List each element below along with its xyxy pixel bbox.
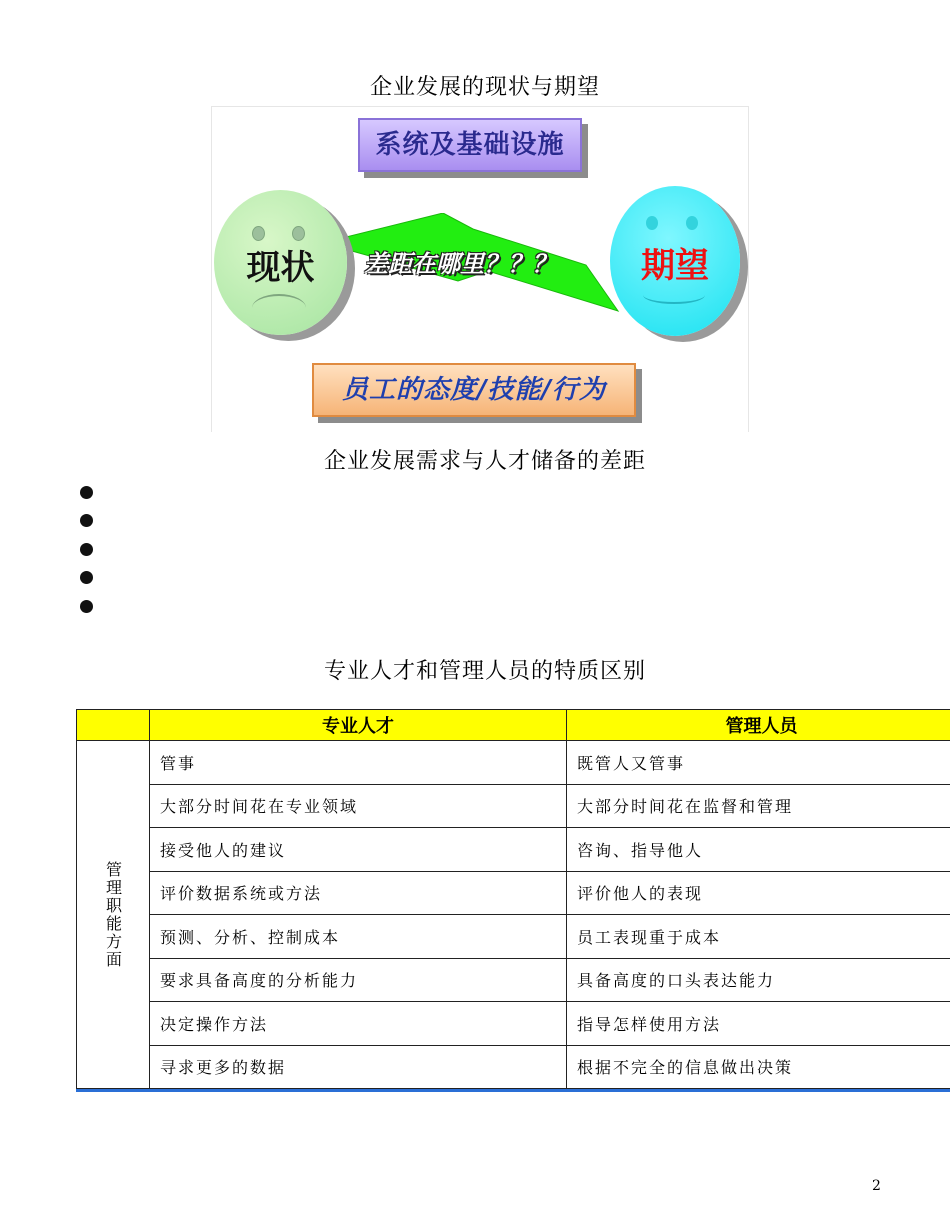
current-state-label: 现状: [246, 248, 315, 288]
list-item: [78, 592, 445, 621]
table-cell: 接受他人的建议: [150, 828, 567, 872]
right-eye-icon: [292, 226, 305, 241]
table-cell: 具备高度的口头表达能力: [567, 958, 950, 1002]
section-title-gap: 企业发展需求与人才储备的差距: [323, 449, 646, 474]
bullet-text: [115, 511, 385, 531]
employee-attitude-skills-banner: 员工的态度/技能/行为: [312, 363, 636, 417]
sad-mouth-icon: [252, 294, 306, 322]
page-number: 2: [872, 1178, 881, 1194]
table-cell: 员工表现重于成本: [567, 915, 950, 959]
table-row: [77, 741, 950, 785]
table-cell: 要求具备高度的分析能力: [150, 958, 567, 1002]
table-row: [77, 915, 950, 959]
table-cell: 指导怎样使用方法: [567, 1002, 950, 1046]
table-cell: 管事: [150, 741, 567, 785]
header-cell-empty: [77, 710, 150, 741]
right-eye-icon: [686, 216, 698, 230]
table-header-row: [77, 710, 950, 741]
table-row: [77, 784, 950, 828]
table-cell: 既管人又管事: [567, 741, 950, 785]
bullet-list: [78, 478, 445, 621]
table-cell: 寻求更多的数据: [150, 1045, 567, 1089]
bullet-icon: [80, 514, 93, 527]
bullet-text: [115, 482, 445, 502]
table-cell: 大部分时间花在专业领域: [150, 784, 567, 828]
bullet-icon: [80, 571, 93, 584]
table-row: [77, 871, 950, 915]
table-cell: 根据不完全的信息做出决策: [567, 1045, 950, 1089]
list-item: [78, 564, 445, 593]
table-cell: 大部分时间花在监督和管理: [567, 784, 950, 828]
list-item: [78, 478, 445, 507]
header-cell-professional: 专业人才: [150, 710, 567, 741]
table-row: [77, 1002, 950, 1046]
table-cell: 咨询、指导他人: [567, 828, 950, 872]
table-cell: 预测、分析、控制成本: [150, 915, 567, 959]
row-group-header: 管理职能方面: [77, 741, 150, 1089]
left-eye-icon: [646, 216, 658, 230]
table-cell: 评价他人的表现: [567, 871, 950, 915]
bullet-text: [115, 539, 445, 559]
bullet-icon: [80, 600, 93, 613]
table-cell: 决定操作方法: [150, 1002, 567, 1046]
list-item: [78, 507, 445, 536]
comparison-table: [76, 709, 950, 1089]
bullet-text: [115, 596, 445, 616]
section-title-difference: 专业人才和管理人员的特质区别: [323, 659, 646, 684]
table-row: [77, 958, 950, 1002]
bullet-text: [115, 568, 445, 588]
table-bottom-rule: [76, 1089, 950, 1092]
smile-mouth-icon: [643, 286, 705, 304]
bullet-icon: [80, 486, 93, 499]
bullet-icon: [80, 543, 93, 556]
section-title-current-vs-expectation: 企业发展的现状与期望: [369, 75, 600, 100]
table-cell: 评价数据系统或方法: [150, 871, 567, 915]
current-state-sad-face: [214, 190, 347, 335]
expectation-label: 期望: [641, 246, 709, 286]
gap-question-text: 差距在哪里？？？: [364, 250, 556, 278]
systems-infrastructure-banner: 系统及基础设施: [358, 118, 582, 172]
left-eye-icon: [252, 226, 265, 241]
expectation-happy-face: [610, 186, 740, 336]
gap-diagram: [211, 106, 749, 432]
table-row: [77, 828, 950, 872]
list-item: [78, 535, 445, 564]
header-cell-manager: 管理人员: [567, 710, 950, 741]
table-row: [77, 1045, 950, 1089]
